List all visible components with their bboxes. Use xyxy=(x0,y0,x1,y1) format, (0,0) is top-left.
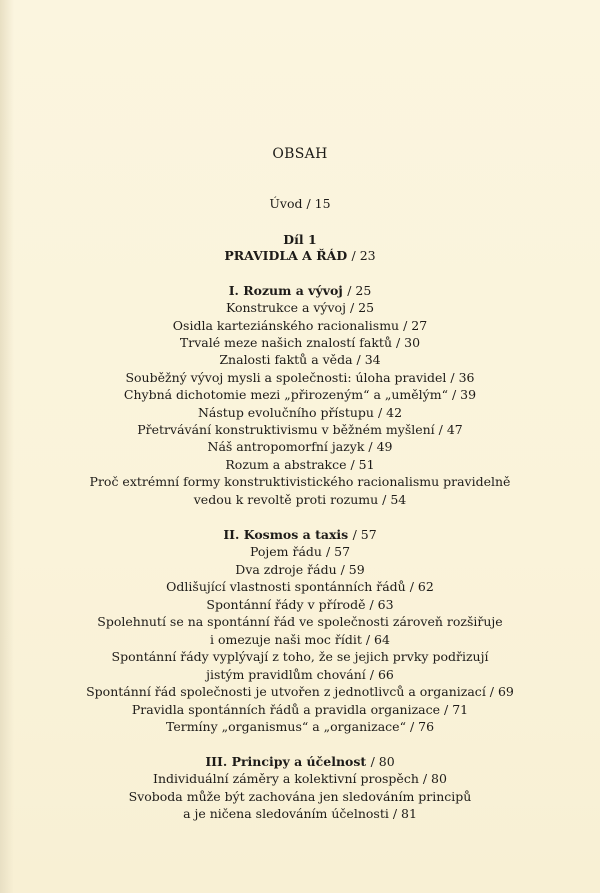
entry-title: Úvod xyxy=(269,196,303,211)
toc-entry xyxy=(0,335,600,351)
toc-entry-continuation xyxy=(0,492,600,508)
entry-page: / 64 xyxy=(365,632,390,647)
chapter-title xyxy=(0,283,600,299)
entry-title: vedou k revoltě proti rozumu xyxy=(193,492,379,507)
entry-page: / 54 xyxy=(382,492,407,507)
toc-entry xyxy=(0,702,600,718)
toc-entry-continuation xyxy=(0,667,600,683)
entry-title: Termíny „organismus“ a „organizace“ xyxy=(165,719,406,734)
toc-entry xyxy=(0,544,600,560)
entry-title: jistým pravidlům chování xyxy=(206,667,366,682)
entry-page: / 47 xyxy=(438,422,463,437)
entry-page: / 27 xyxy=(403,318,428,333)
entry-title: Konstrukce a vývoj xyxy=(225,300,346,315)
toc-entry-continuation xyxy=(0,632,600,648)
entry-title: Spontánní řády vyplývají z toho, že se jejich prvky podřizují xyxy=(111,649,489,664)
entry-page: / 34 xyxy=(356,352,381,367)
entry-page: / 25 xyxy=(347,283,372,298)
entry-title: Znalosti faktů a věda xyxy=(219,352,353,367)
entry-page: / 36 xyxy=(450,370,475,385)
entry-page: / 57 xyxy=(352,527,377,542)
toc-entry xyxy=(0,579,600,595)
toc-entry xyxy=(0,405,600,421)
toc-heading: OBSAH xyxy=(272,146,328,162)
entry-title: Pravidla spontánních řádů a pravidla organizace xyxy=(131,702,441,717)
entry-title: Odlišující vlastnosti spontánních řádů xyxy=(166,579,406,594)
entry-title: i omezuje naši moc řídit xyxy=(210,632,362,647)
entry-title: Proč extrémní formy konstruktivistického racionalismu pravidelně xyxy=(89,474,511,489)
entry-page: / 69 xyxy=(489,684,514,699)
entry-title: I. Rozum a vývoj xyxy=(228,283,343,298)
part-title xyxy=(0,248,600,264)
entry-page: / 76 xyxy=(409,719,435,734)
toc-entry xyxy=(0,789,600,805)
toc-entry xyxy=(0,422,600,438)
toc-entry xyxy=(0,614,600,630)
toc-entry xyxy=(0,196,600,212)
entry-page: / 30 xyxy=(395,335,421,350)
entry-title: a je ničena sledováním účelnosti xyxy=(183,806,389,821)
toc-entry xyxy=(0,684,600,700)
entry-page: / 15 xyxy=(306,196,331,211)
entry-page: / 59 xyxy=(340,562,365,577)
entry-title: Individuální záměry a kolektivní prospěch xyxy=(153,771,419,786)
part-label xyxy=(0,232,600,248)
entry-page: / 63 xyxy=(369,597,394,612)
entry-title: Náš antropomorfní jazyk xyxy=(207,439,365,454)
entry-title: Nástup evolučního přístupu xyxy=(197,405,374,420)
entry-title: PRAVIDLA A ŘÁD xyxy=(224,248,348,263)
entry-title: Osidla karteziánského racionalismu xyxy=(172,318,400,333)
toc-entry xyxy=(0,562,600,578)
toc-entry xyxy=(0,352,600,368)
toc-entry xyxy=(0,457,600,473)
entry-page: / 39 xyxy=(451,387,477,402)
entry-title: Rozum a abstrakce xyxy=(225,457,347,472)
entry-page: / 49 xyxy=(368,439,393,454)
toc-entry xyxy=(0,597,600,613)
toc-entry xyxy=(0,318,600,334)
entry-title: Svoboda může být zachována jen sledováním principů xyxy=(128,789,472,804)
toc-entry xyxy=(0,439,600,455)
entry-title: II. Kosmos a taxis xyxy=(223,527,349,542)
toc-entry-continuation xyxy=(0,806,600,822)
entry-page: / 42 xyxy=(377,405,403,420)
entry-title: Spolehnutí se na spontánní řád ve společnosti zároveň rozšiřuje xyxy=(97,614,503,629)
entry-title: Spontánní řád společnosti je utvořen z jednotlivců a organizací xyxy=(86,684,486,699)
entry-title: III. Principy a účelnost xyxy=(205,754,367,769)
entry-title: Trvalé meze našich znalostí faktů xyxy=(179,335,392,350)
entry-page: / 23 xyxy=(351,248,376,263)
entry-page: / 80 xyxy=(422,771,447,786)
toc-entry xyxy=(0,387,600,403)
entry-page: / 62 xyxy=(409,579,434,594)
entry-page: / 80 xyxy=(370,754,395,769)
entry-page: / 57 xyxy=(325,544,351,559)
entry-page: / 71 xyxy=(444,702,469,717)
toc-entry xyxy=(0,649,600,665)
entry-title: Chybná dichotomie mezi „přirozeným“ a „umělým“ xyxy=(123,387,448,402)
chapter-title xyxy=(0,527,600,543)
entry-page: / 81 xyxy=(392,806,417,821)
entry-page: / 66 xyxy=(369,667,394,682)
toc-entry xyxy=(0,370,600,386)
entry-title: Dva zdroje řádu xyxy=(235,562,337,577)
entry-title: Pojem řádu xyxy=(249,544,322,559)
toc-entry xyxy=(0,771,600,787)
entry-page: / 51 xyxy=(350,457,375,472)
toc-entry xyxy=(0,474,600,490)
toc-entry xyxy=(0,300,600,316)
entry-title: Přetrvávání konstruktivismu v běžném myšlení xyxy=(137,422,435,437)
chapter-title xyxy=(0,754,600,770)
entry-title: Spontánní řády v přírodě xyxy=(206,597,366,612)
entry-title: Souběžný vývoj mysli a společnosti: úloha pravidel xyxy=(125,370,447,385)
toc-entry xyxy=(0,719,600,735)
entry-title: Díl 1 xyxy=(283,232,317,247)
entry-page: / 25 xyxy=(349,300,375,315)
